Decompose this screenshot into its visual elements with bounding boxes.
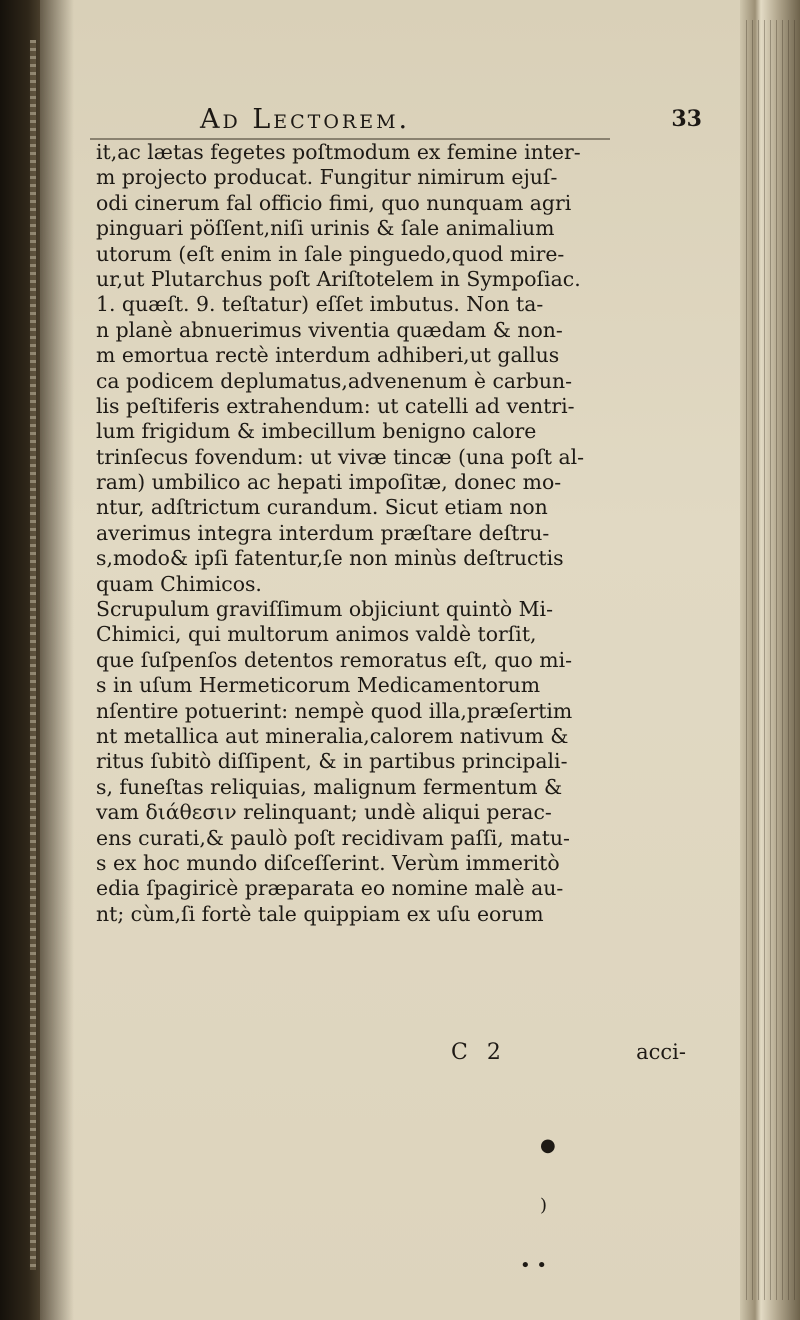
text-line: s, funeſtas reliquias, malignum fermentum & <box>96 774 563 799</box>
text-line: Scrupulum graviſſimum objiciunt quintò Mi- <box>96 597 553 622</box>
text-line: edia ſpagiricè præparata eo nomine malè au- <box>96 876 564 901</box>
page-stack-edge <box>30 40 36 1270</box>
text-line: quam Chimicos. <box>96 571 262 596</box>
ink-mark: ● <box>540 1135 556 1156</box>
text-line: ca podicem deplumatus,advenenum è carbun- <box>96 368 573 393</box>
text-line: ur,ut Plutarchus poſt Ariſtotelem in Sympoſiac. <box>96 266 581 291</box>
text-line: 1. quæſt. 9. teſtatur) eſſet imbutus. Non ta- <box>96 292 544 317</box>
text-line: que ſuſpenſos detentos remoratus eſt, quo mi- <box>96 647 572 672</box>
text-line: n planè abnuerimus viventia quædam & non- <box>96 317 563 342</box>
catchword: acci- <box>636 1040 686 1064</box>
text-line: s in uſum Hermeticorum Medicamentorum <box>96 673 541 698</box>
text-line: m emortua rectè interdum adhiberi,ut gallus <box>96 343 560 368</box>
text-line: s,modo& ipſi fatentur,ſe non minùs deſtructis <box>96 546 564 571</box>
scan-right-margin <box>740 0 800 1320</box>
text-line: vam διάθεσιν relinquant; undè aliqui perac- <box>96 800 552 825</box>
text-line: lum frigidum & imbecillum benigno calore <box>96 419 537 444</box>
text-line: nt metallica aut mineralia,calorem nativum & <box>96 723 569 748</box>
text-line: pinguari pöſſent,niſi urinis & ſale animalium <box>96 216 555 241</box>
text-line: trinſecus fovendum: ut vivæ tincæ (una poſt al- <box>96 444 585 469</box>
signature-mark: C 2 <box>451 1040 507 1065</box>
text-line: s ex hoc mundo diſceſſerint. Verùm immeritò <box>96 850 560 875</box>
text-line: m projecto producat. Fungitur nimirum ejuſ- <box>96 165 558 190</box>
text-line: odi cinerum fal officio fimi, quo nunquam agri <box>96 190 572 215</box>
text-line: ram) umbilico ac hepati impoſitæ, donec mo- <box>96 470 562 495</box>
ink-mark: ) <box>540 1195 548 1216</box>
text-line: ritus ſubitò diſſipent, & in partibus principali- <box>96 749 568 774</box>
text-line: Chimici, qui multorum animos valdè torſit, <box>96 622 537 647</box>
text-line: ens curati,& paulò poſt recidivam paſſi, matu- <box>96 825 570 850</box>
gutter-shadow <box>40 0 74 1320</box>
text-line: ntur, adſtrictum curandum. Sicut etiam non <box>96 495 548 520</box>
ink-marks <box>520 1135 570 1285</box>
text-line: averimus integra interdum præſtare deſtru- <box>96 520 550 545</box>
body-text <box>96 140 696 927</box>
page-number: 33 <box>671 106 702 132</box>
page-stack-lines <box>746 20 796 1300</box>
page-footer <box>96 1040 696 1070</box>
text-line: nt; cùm,ſi fortè tale quippiam ex uſu eorum <box>96 901 544 926</box>
text-line: it,ac lætas fegetes poſtmodum ex femine inter- <box>96 140 581 164</box>
ink-mark: • • <box>520 1255 547 1276</box>
text-line: utorum (eſt enim in ſale pinguedo,quod mire- <box>96 241 565 266</box>
page-header <box>90 104 702 140</box>
text-line: lis peſtiferis extrahendum: ut catelli ad ventri- <box>96 393 575 418</box>
text-line: nſentire potuerint: nempè quod illa,præſertim <box>96 698 573 723</box>
running-head: Ad Lectorem. <box>200 104 411 135</box>
